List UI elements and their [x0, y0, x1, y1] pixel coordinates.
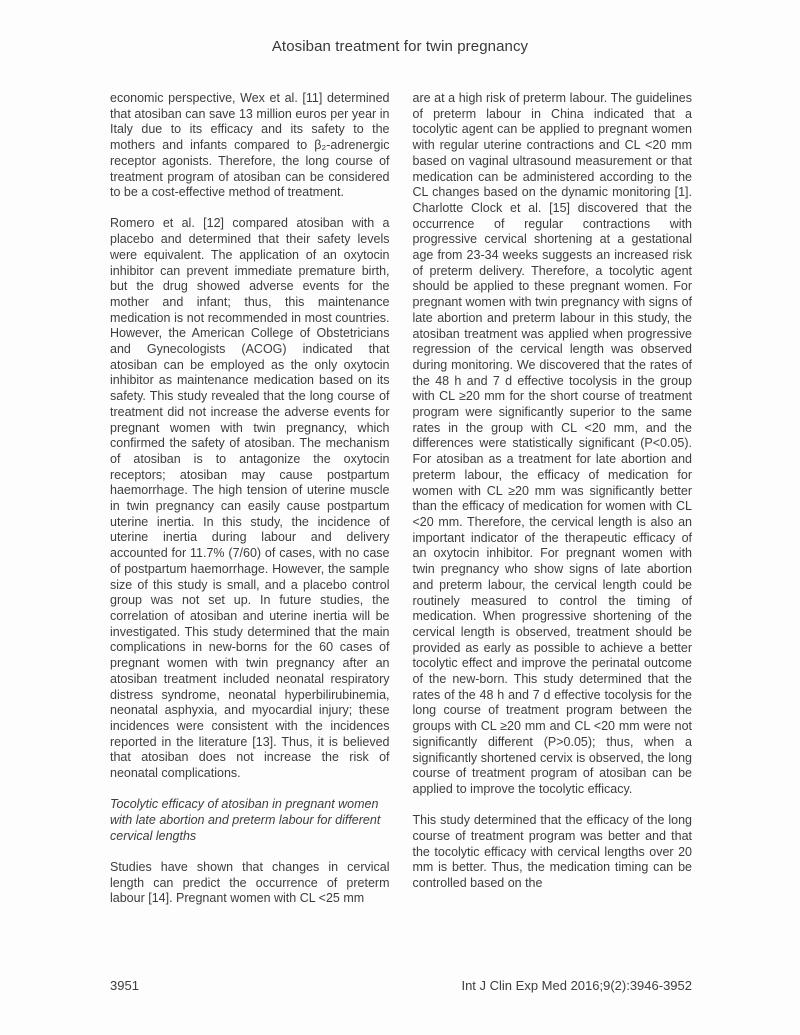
paragraph: are at a high risk of preterm labour. The guidelines of preterm labour in China indicated that a tocolytic agent can be applied to pregnant women with regular uterine contractions and CL <20 mm based on vaginal ultrasound measurement or that medication can be administered according to the CL changes based on the dynamic monitoring [1]. Charlotte Clock et al. [15] discovered that the occurrence of regular contractions with progressive cervical shortening at a gestational age from 23-34 weeks suggests an increased risk of preterm delivery. Therefore, a tocolytic agent should be applied to these pregnant women. For pregnant women with twin pregnancy with signs of late abortion and preterm labour in this study, the atosiban treatment was applied when progressive regression of the cervical length was observed during monitoring. We discovered that the rates of the 48 h and 7 d effective tocolysis in the group with CL ≥20 mm for the short course of treatment program were significantly superior to the same rates in the group with CL <20 mm, and the differences were statistically significant (P<0.05). For atosiban as a treatment for late abortion and preterm labour, the efficacy of medication for women with CL ≥20 mm was significantly better than the efficacy of medication for women with CL <20 mm. Therefore, the cervical length is also an important indicator of the therapeutic efficacy of an oxytocin inhibitor. For pregnant women with twin pregnancy who show signs of late abortion and preterm labour, the cervical length could be routinely measured to control the timing of medication. When progressive shortening of the cervical length is observed, treatment should be provided as early as possible to achieve a better tocolytic effect and improve the perinatal outcome of the new-born. This study determined that the rates of the 48 h and 7 d effective tocolysis for the long course of treatment program between the groups with CL ≥20 mm and CL <20 mm were not significantly different (P>0.05); thus, when a significantly shortened cervix is observed, the long course of treatment program of atosiban can be applied to improve the tocolytic efficacy.	[412, 91, 692, 796]
two-column-body	[110, 91, 692, 922]
section-heading: Tocolytic efficacy of atosiban in pregnant women with late abortion and preterm labour for different cervical lengths	[110, 797, 381, 843]
running-head	[0, 38, 800, 55]
paragraph: Romero et al. [12] compared atosiban with a placebo and determined that their safety levels were equivalent. The application of an oxytocin inhibitor can prevent immediate premature birth, but the drug showed adverse events for the mother and infant; thus, this maintenance medication is not recommended in most countries. However, the American College of Obstetricians and Gynecologists (ACOG) indicated that atosiban can be employed as the only oxytocin inhibitor as maintenance medication based on its safety. This study revealed that the long course of treatment did not increase the adverse events for pregnant women with twin pregnancy, which confirmed the safety of atosiban. The mechanism of atosiban is to antagonize the oxytocin receptors; atosiban may cause postpartum haemorrhage. The high tension of uterine muscle in twin pregnancy can easily cause postpartum uterine inertia. In this study, the incidence of uterine inertia during labour and delivery accounted for 11.7% (7/60) of cases, with no case of postpartum haemorrhage. However, the sample size of this study is small, and a placebo control group was not set up. In future studies, the correlation of atosiban and uterine inertia will be investigated. This study determined that the main complications in new-borns for the 60 cases of pregnant women with twin pregnancy after an atosiban treatment included neonatal respiratory distress syndrome, neonatal hyperbilirubinemia, neonatal asphyxia, and myocardial injury; these incidences were consistent with the incidences reported in the literature [13]. Thus, it is believed that atosiban does not increase the risk of neonatal complications.	[110, 216, 390, 781]
paragraph: economic perspective, Wex et al. [11] determined that atosiban can save 13 million euros per year in Italy due to its efficacy and its safety to the mothers and infants compared to β₂-adrenergic receptor agonists. Therefore, the long course of treatment program of atosiban can be considered to be a cost-effective method of treatment.	[110, 91, 390, 200]
column-left	[110, 91, 390, 922]
footer-citation: Int J Clin Exp Med 2016;9(2):3946-3952	[461, 978, 692, 993]
footer-page-number: 3951	[110, 978, 139, 993]
column-right	[413, 91, 693, 922]
page-title: Atosiban treatment for twin pregnancy	[271, 38, 529, 55]
paragraph: This study determined that the efficacy of the long course of treatment program was better and that the tocolytic efficacy with cervical lengths over 20 mm is better. Thus, the medication timing can be controlled based on the	[412, 813, 692, 890]
page-footer	[110, 978, 692, 993]
paragraph: Studies have shown that changes in cervical length can predict the occurrence of preterm labour [14]. Pregnant women with CL <25 mm	[110, 859, 390, 906]
